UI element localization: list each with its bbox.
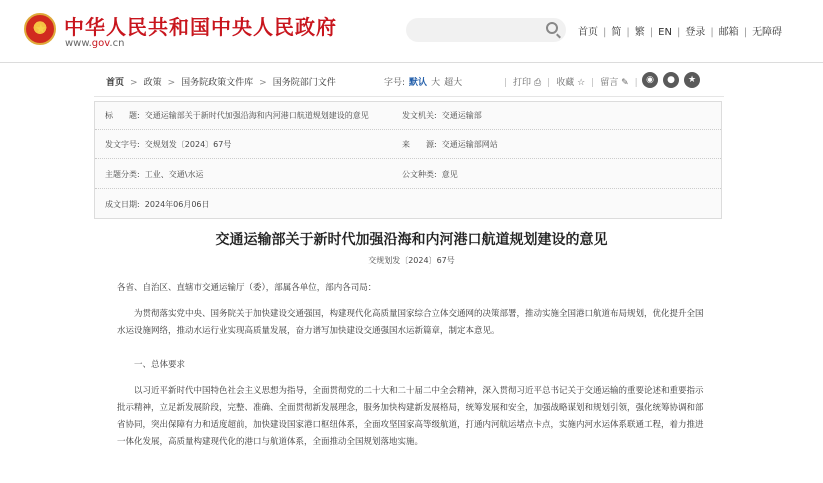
site-url: www.gov.cn (65, 38, 125, 49)
link-login[interactable]: 登录 (685, 27, 706, 38)
toolbar-divider (94, 96, 724, 97)
link-english[interactable]: EN (658, 27, 672, 38)
section-heading: 一、总体要求 (134, 360, 186, 370)
print-icon: ⎙ (533, 78, 542, 88)
page-actions: | 打印 ⎙ | 收藏 ☆ | 留言 ✎ | (504, 78, 638, 88)
search-icon[interactable] (546, 22, 558, 34)
font-xlarge-button[interactable]: 超大 (444, 78, 463, 88)
wechat-icon[interactable]: ● (663, 72, 679, 88)
link-mailbox[interactable]: 邮箱 (718, 27, 739, 38)
document-number: 交规划发〔2024〕67号 (368, 256, 455, 265)
weibo-icon[interactable]: ◉ (642, 72, 658, 88)
qzone-icon[interactable]: ★ (684, 72, 700, 88)
print-button[interactable]: 打印 ⎙ (513, 78, 542, 88)
info-title-row: 标 题: 交通运输部关于新时代加强沿海和内河港口航道规划建设的意见 (105, 111, 369, 120)
breadcrumb-policy-library[interactable]: 国务院政策文件库 (181, 78, 254, 88)
info-date: 成文日期: 2024年06月06日 (105, 200, 210, 209)
info-doc-type: 公文种类: 意见 (402, 170, 458, 179)
document-paragraph: 以习近平新时代中国特色社会主义思想为指导，全面贯彻党的二十大和二十届二中全会精神，深入贯彻习近平总书记关于交通运输的重要论述和重要指示批示精神，立足新发展阶段，完整、准确、全面贯彻新发展理念，服务加快构建新发展格局，统筹发展和安全，加强战略谋划和规划引领，强化统筹协调和部省协同，突出保障有力和适度超前，加快建设国家港口枢纽体系，全面攻坚国家高等级航道，打通内河航运堵点卡点，实施内河水运体系联通工程，着力推进一体化发展，高质量构建现代化的港口与航道体系，全面推动全国规划落地实施。 (117, 386, 704, 447)
pencil-icon: ✎ (621, 78, 629, 88)
document-title: 交通运输部关于新时代加强沿海和内河港口航道规划建设的意见 (215, 232, 608, 248)
font-large-button[interactable]: 大 (431, 78, 441, 88)
favorite-button[interactable]: 收藏 ☆ (556, 78, 586, 88)
header-divider (0, 62, 823, 63)
national-emblem-icon[interactable]: ★ (24, 13, 56, 45)
font-default-button[interactable]: 默认 (409, 78, 428, 88)
star-icon: ☆ (577, 78, 586, 88)
document-salutation: 各省、自治区、直辖市交通运输厅（委），部属各单位，部内各司局： (117, 283, 377, 293)
site-title[interactable]: 中华人民共和国中央人民政府 (64, 15, 337, 39)
link-traditional[interactable]: 繁 (634, 27, 645, 38)
breadcrumb-policy[interactable]: 政策 (143, 78, 162, 88)
info-issuer: 发文机关: 交通运输部 (402, 111, 482, 120)
breadcrumb-department-docs[interactable]: 国务院部门文件 (272, 78, 336, 88)
breadcrumb-home[interactable]: 首页 (106, 78, 125, 88)
breadcrumb: 首页 > 政策 > 国务院政策文件库 > 国务院部门文件 (106, 78, 336, 88)
search-input[interactable] (406, 18, 566, 42)
info-title-value: 交通运输部关于新时代加强沿海和内河港口航道规划建设的意见 (144, 111, 369, 120)
top-links: 首页 | 简 | 繁 | EN | 登录 | 邮箱 | 无障碍 (578, 27, 783, 38)
share-buttons (642, 72, 705, 88)
comment-button[interactable]: 留言 ✎ (600, 78, 629, 88)
link-accessibility[interactable]: 无障碍 (752, 27, 783, 38)
link-home[interactable]: 首页 (578, 27, 598, 38)
info-source: 来 源: 交通运输部网站 (402, 140, 498, 149)
site-header (0, 0, 823, 60)
link-simplified[interactable]: 简 (611, 27, 622, 38)
info-category: 主题分类: 工业、交通\水运 (105, 170, 204, 179)
document-info-table (94, 101, 722, 219)
toolbar (106, 72, 716, 90)
info-doc-number: 发文字号: 交规划发〔2024〕67号 (105, 140, 232, 149)
font-size-control: 字号: 默认 大 超大 (384, 78, 463, 88)
document-paragraph: 为贯彻落实党中央、国务院关于加快建设交通强国，构建现代化高质量国家综合立体交通网的决策部署，推动实施全国港口航道布局规划，优化提升全国水运设施网络，推动水运行业实现高质量发展，奋力谱写加快建设交通强国水运新篇章，制定本意见。 (117, 309, 704, 336)
